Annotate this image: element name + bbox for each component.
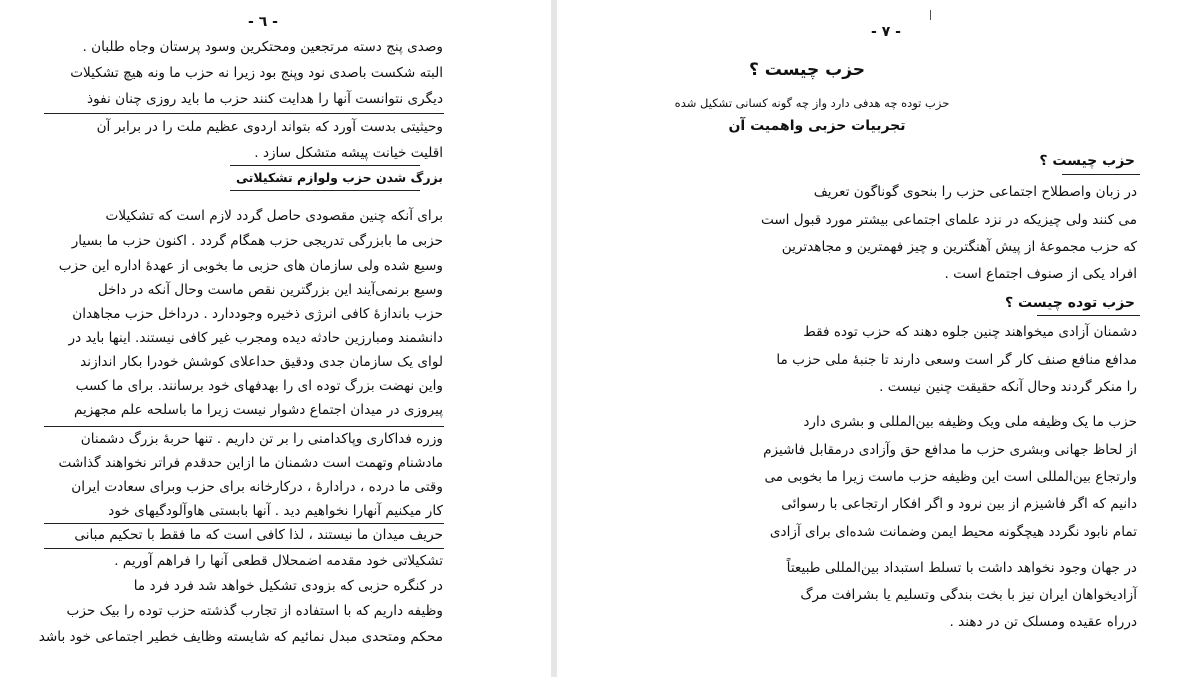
text-line: برای آنکه چنین مقصودی حاصل گردد لازم است که تشکیلات bbox=[105, 208, 443, 224]
page-number: - ٧ - bbox=[871, 24, 901, 40]
text-line: می کنند ولی چیزیکه در نزد علمای اجتماعی بیشتر مورد قبول است bbox=[760, 212, 1137, 228]
text-line: در جهان وجود نخواهد داشت با تسلط استبداد بین‌المللی طبیعتاً bbox=[786, 560, 1137, 576]
text-line: وحیثیتی بدست آورد که بتواند اردوی عظیم ملت را در برابر آن bbox=[96, 119, 443, 135]
text-line: وسیع برنمی‌آیند این بزرگترین نقص ماست وحال آنکه در داخل bbox=[97, 282, 443, 298]
text-line: وقتی ما درده ، درادارهٔ ، درکارخانه برای حزب وبرای سعادت ایران bbox=[71, 479, 443, 495]
text-line: آزادیخواهان ایران نیز با بخت بندگی وتسلیم یا بشرافت مرگ bbox=[800, 587, 1137, 603]
text-line: تمام نابود نگردد هیچگونه محیط ایمن وضمانت شده‌ای برای آزادی bbox=[769, 524, 1137, 540]
text-line: دیگری نتوانست آنها را هدایت کنند حزب ما باید روزی چنان نفوذ bbox=[87, 91, 443, 107]
text-line: پیروزی در میدان اجتماع دشوار نیست زیرا ما باسلحه علم مجهزیم bbox=[73, 402, 443, 418]
right-page bbox=[557, 0, 1200, 677]
text-line: واین نهضت بزرگ توده ای را بهدفهای خود برسانند. برای ما کسب bbox=[75, 378, 443, 394]
text-line: از لحاظ جهانی وبشری حزب ما مدافع حق وآزادی درمقابل فاشیزم bbox=[763, 442, 1137, 458]
page-subtitle: حزب توده چه هدفی دارد واز چه گونه کسانی تشکیل شده bbox=[674, 96, 950, 110]
text-line: کار میکنیم آنهارا نخواهیم دید . آنها بابستی هاوآلودگیهای خود bbox=[108, 503, 443, 519]
page-number: - ٦ - bbox=[248, 14, 278, 30]
underline-rule bbox=[230, 165, 420, 166]
underline-rule bbox=[1037, 315, 1140, 316]
section-heading: بزرگ شدن حزب ولوازم تشکیلاتی bbox=[236, 170, 443, 185]
underline-rule bbox=[44, 548, 444, 549]
text-line: محکم ومتحدی مبدل نمائیم که شایسته وظایف خطیر اجتماعی خود باشد bbox=[38, 629, 443, 645]
section-heading: حزب چیست ؟ bbox=[1039, 153, 1135, 169]
text-line: حریف میدان ما نیستند ، لذا کافی است که ما فقط با تحکیم مبانی bbox=[74, 527, 443, 543]
underline-rule bbox=[44, 523, 444, 524]
section-heading: حزب توده چیست ؟ bbox=[1005, 295, 1135, 311]
section-subtitle: تجربیات حزبی واهمیت آن bbox=[728, 118, 906, 134]
text-line: افراد یکی از صنوف اجتماع است . bbox=[944, 266, 1137, 282]
text-line: وارتجاع بین‌المللی است این وظیفه حزب ماست زیرا ما بخوبی می bbox=[764, 469, 1137, 485]
text-line: را منکر گردند وحال آنکه حقیقت چنین نیست . bbox=[879, 379, 1137, 395]
text-line: حزبی ما بابزرگی تدریجی حزب همگام گردد . اکنون حزب ما بسیار bbox=[71, 233, 443, 249]
page-mark bbox=[930, 10, 931, 20]
text-line: وصدی پنج دسته مرتجعین ومحتکرین وسود پرستان وجاه طلبان . bbox=[82, 39, 443, 55]
text-line: دانشمند ومبارزین حادثه دیده ومجرب غیر کافی نیستند. اینها باید در bbox=[68, 330, 443, 346]
text-line: که حزب مجموعهٔ از پیش آهنگترین و چیز فهمترین و مجاهدترین bbox=[781, 239, 1137, 255]
text-line: البته شکست باصدی نود وپنج بود زیرا نه حزب ما ونه هیچ تشکیلات bbox=[70, 65, 443, 81]
text-line: مادشنام وتهمت است دشمنان ما ازاین حدقدم فراتر نخواهند گذاشت bbox=[58, 455, 443, 471]
text-line: وسیع شده ولی سازمان های حزبی ما بخوبی از عهدهٔ اداره این حزب bbox=[58, 258, 443, 274]
text-line: وظیفه داریم که با استفاده از تجارب گذشته حزب توده را بیک حزب bbox=[66, 603, 443, 619]
text-line: دانیم که اگر فاشیزم از بین نرود و اگر افکار ارتجاعی با رسوائی bbox=[781, 496, 1137, 512]
underline-rule bbox=[230, 190, 420, 191]
underline-rule bbox=[44, 426, 444, 427]
text-line: درراه عقیده ومسلک تن در دهند . bbox=[949, 614, 1137, 630]
text-line: مدافع منافع صنف کار گر است وسعی دارند تا جنبهٔ ملی حزب ما bbox=[776, 352, 1137, 368]
underline-rule bbox=[44, 113, 444, 114]
text-line: دشمنان آزادی میخواهند چنین جلوه دهند که حزب توده فقط bbox=[803, 324, 1137, 340]
text-line: وزره فداکاری وپاکدامنی را بر تن داریم . تنها حربهٔ بزرگ دشمنان bbox=[80, 431, 443, 447]
text-line: در زبان واصطلاح اجتماعی حزب را بنحوی گوناگون تعریف bbox=[813, 184, 1137, 200]
left-page bbox=[0, 0, 551, 677]
text-line: در کنگره حزبی که بزودی تشکیل خواهد شد فرد فرد ما bbox=[133, 578, 443, 594]
text-line: تشکیلاتی خود مقدمه اضمحلال قطعی آنها را فراهم آوریم . bbox=[114, 553, 443, 569]
text-line: اقلیت خیانت پیشه متشکل سازد . bbox=[254, 145, 443, 161]
text-line: حزب باندازهٔ کافی انرژی ذخیره وجوددارد . درداخل حزب مجاهدان bbox=[72, 306, 443, 322]
page-title: حزب چیست ؟ bbox=[748, 60, 866, 80]
text-line: حزب ما یک وظیفه ملی ویک وظیفه بین‌المللی و بشری دارد bbox=[803, 414, 1137, 430]
text-line: لوای یک سازمان جدی ودقیق حداعلای کوشش خودرا بکار اندازند bbox=[80, 354, 443, 370]
underline-rule bbox=[1062, 174, 1140, 175]
